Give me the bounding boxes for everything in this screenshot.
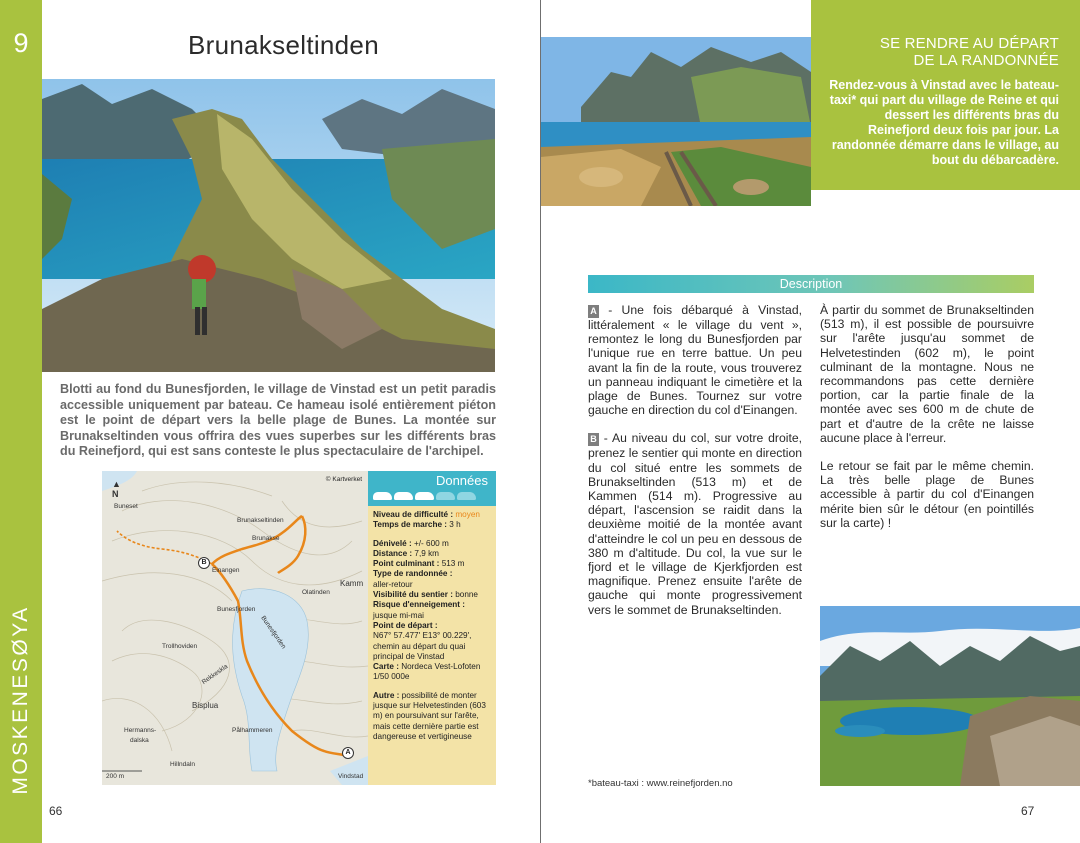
lake-valley-photo [820,606,1080,786]
footnote: *bateau-taxi : www.reinefjorden.no [588,778,733,789]
map-label: Kamm [340,579,364,588]
chapter-side-band [0,0,42,843]
waypoint-b-marker: B [198,557,210,569]
map-label: Bunesfjorden [217,606,256,613]
description-column-2 [820,303,1034,544]
section-b-text: - Au niveau du col, sur votre droite, prenez le sentier qui monte en direction du col situé entre les sommets de Brunakseltinden (513 m) et de Kammen (514 m). Progressive au départ, l'ascension se raidit dans la deuxième moitié de la montée avant d'atteindre le col un peu en dessous de 380 m d'altitude. Du col, la vue sur le fjord et le village de Kjerkfjorden est magnifique. Prenez ensuite l'arête de gauche qui monte progressivement vers le sommet de Brunakseltinden. [588,431,802,617]
difficulty-shoe-icon [373,492,392,500]
data-row-high-point: Point culminant : 513 m [373,559,465,569]
map-north-arrow: ▲ N [112,479,121,499]
difficulty-shoe-icon [436,492,455,500]
section-b [588,431,802,616]
data-row-distance: Distance : 7,9 km [373,548,439,558]
route-map [102,471,368,785]
difficulty-shoe-icon [394,492,413,500]
section-a-text: - Une fois débarqué à Vinstad, littéralement « le village du vent », remontez le long du Bunesfjorden par l'unique rue en terre battue. Un peu avant la fin de la route, vous trouverez un panneau indiquant le cimetière et la plage de Bunes. Tournez sur votre gauche en direction du col d'Einangen. [588,303,802,418]
access-text: Rendez-vous à Vinstad avec le bateau-taxi* qui part du village de Reine et qui dessert les différents bras du Reinefjord deux fois par jour. La randonnée démarre dans le village, au bout du débarcadère. [829,78,1059,167]
difficulty-shoe-icon [457,492,476,500]
map-label: Rekkeskla [200,663,230,686]
map-copyright: © Kartverket [325,476,362,483]
page-number-left: 66 [49,804,63,818]
intro-text: Blotti au fond du Bunesfjorden, le village de Vinstad est un petit paradis accessible uniquement par bateau. Ce hameau isolé entièrement piéton est le point de départ vers la belle plage de Bunes. La montée sur Brunakseltinden vous offrira des vues superbes sur les différents bras du Reinefjord, qui est sans conteste le plus spectaculaire de l'archipel. [60,382,496,458]
right-page [541,0,1080,843]
access-heading-line1: SE RENDRE AU DÉPART [879,35,1059,52]
map-label: Einangen [212,567,240,574]
map-label: Olatinden [302,589,330,596]
data-row-walk-time: Temps de marche : 3 h [373,520,461,530]
map-label: Hillndaln [170,761,195,768]
map-label: Trollhoviden [162,643,198,650]
access-info-box [811,0,1080,190]
map-label: dalska [130,737,149,744]
data-row-trail-visibility: Visibilité du sentier : bonne [373,590,478,600]
access-heading-line2: DE LA RANDONNÉE [913,52,1059,69]
section-a [588,303,802,417]
data-row-snow-risk: Risque d'enneigement : jusque mi-mai [373,600,466,620]
data-row-hike-type: Type de randonnée : aller-retour [373,569,453,589]
map-label: Bunesfjorden [259,614,288,651]
difficulty-shoe-icon [415,492,434,500]
map-label: Brunakse [252,535,280,542]
data-row-map: Carte : Nordeca Vest-Lofoten 1/50 000e [373,662,481,682]
return-paragraph: Le retour se fait par le même chemin. La très belle plage de Bunes accessible à partir du col d'Einangen mérite bien sûr le détour (en pointillés sur la carte) ! [820,459,1034,530]
map-label: Buneset [114,503,138,510]
north-label: N [112,489,119,499]
data-box-header [368,471,496,506]
hiker-ridge-photo [42,79,495,372]
summit-paragraph: À partir du sommet de Brunakseltinden (513 m), il est possible de poursuivre sur l'arête jusqu'au sommet de Helvetestinden (602 m), le point culminant de la montagne. Nous ne recommandons pas cette dernière portion, car la partie finale de la montée avec ses 600 m de chute de part et d'autre de la crête ne laisse aucune place à l'erreur. [820,303,1034,445]
region-label: MOSKENESØYA [9,605,32,795]
map-label: Pålhammeren [232,727,273,734]
map-label: Brunakseltinden [237,517,284,524]
map-label: Bisplua [192,701,219,710]
section-a-marker: A [588,305,599,318]
difficulty-rating [373,492,476,500]
data-box-body [368,506,496,742]
data-box-title: Données [435,473,488,488]
page-title: Brunakseltinden [188,30,379,60]
fjord-boardwalk-photo [541,37,811,206]
data-row-start-point: Point de départ : N67° 57.477' E13° 00.229', chemin au départ du quai principal de Vinstad [373,620,472,661]
page-number-right: 67 [1021,804,1035,818]
data-row-difficulty: Niveau de difficulté : moyen [373,510,480,519]
map-label: Vindstad [338,773,364,780]
waypoint-a-marker: A [342,747,354,759]
section-b-marker: B [588,433,599,446]
data-box [368,471,496,785]
data-row-other: Autre : possibilité de monter jusque sur Helvetestinden (603 m) en poursuivant sur l'arête, mais cette dernière partie est dangereuse et vertigineuse [373,690,486,741]
map-scale: 200 m [106,773,125,780]
description-column-1 [588,303,802,631]
description-header: Description [588,275,1034,293]
data-row-elevation: Dénivelé : +/- 600 m [373,538,449,548]
route-number: 9 [13,28,29,58]
map-label: Hermanns- [124,727,157,734]
